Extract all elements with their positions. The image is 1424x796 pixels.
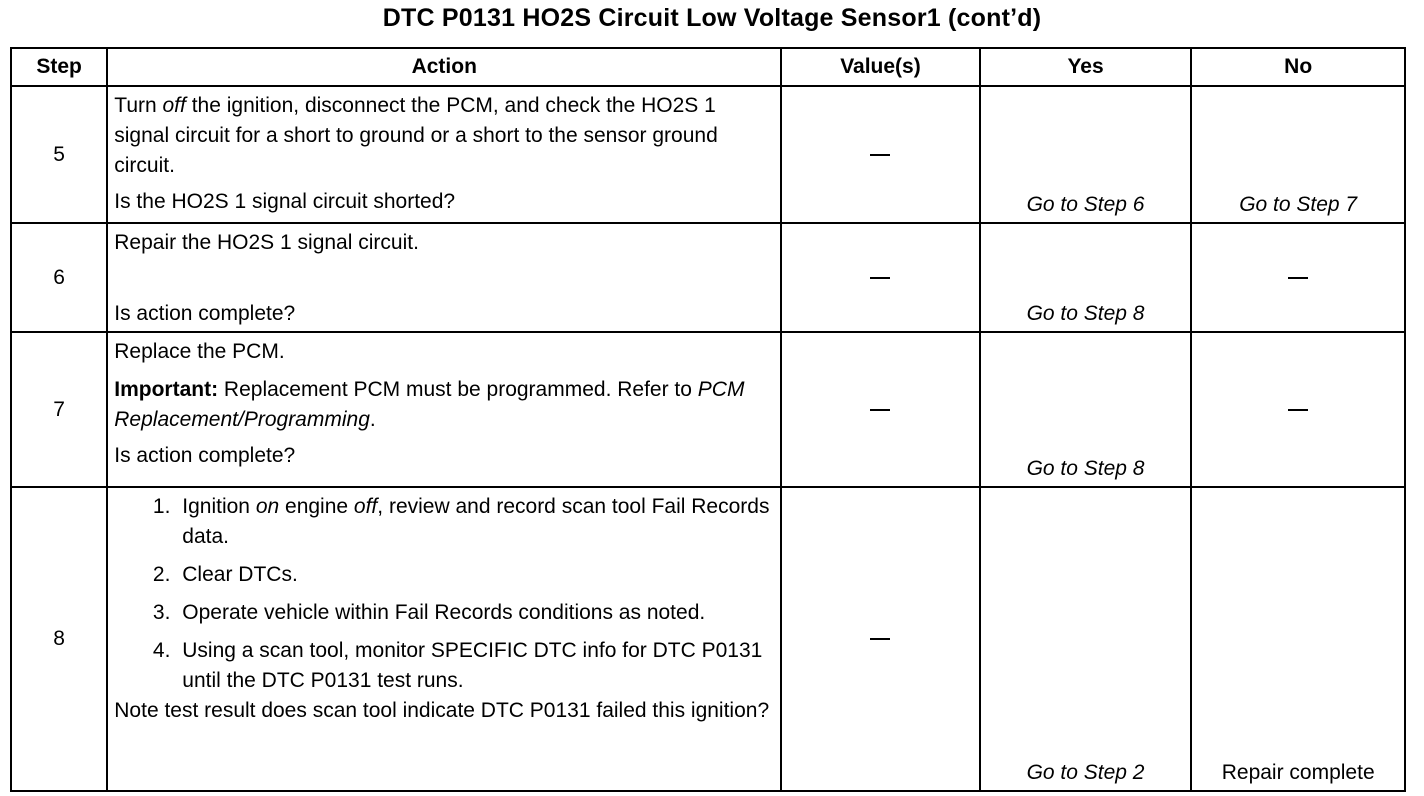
list-item-text: engine	[279, 495, 354, 518]
important-end: .	[369, 408, 376, 431]
action-text-part: the ignition, disconnect the PCM, and check the HO2S 1 signal circuit for a short to ground or a short to the sensor ground circuit.	[114, 94, 718, 177]
value-cell	[781, 223, 980, 332]
value-dash	[870, 638, 890, 640]
table-row	[11, 223, 1405, 332]
yes-cell: Go to Step 8	[980, 332, 1192, 487]
table-row	[11, 487, 1405, 791]
list-item-emphasis: on	[255, 495, 280, 518]
action-cell	[107, 332, 781, 487]
header-values: Value(s)	[781, 48, 980, 86]
header-step: Step	[11, 48, 107, 86]
list-item: 2. Clear DTCs.	[176, 560, 774, 590]
list-item: 3. Operate vehicle within Fail Records conditions as noted.	[176, 598, 774, 628]
step-number: 8	[11, 487, 107, 791]
table-row	[11, 332, 1405, 487]
header-yes: Yes	[980, 48, 1192, 86]
action-question: Is action complete?	[114, 444, 296, 467]
action-text: Replace the PCM.	[114, 340, 285, 363]
table-row	[11, 86, 1405, 223]
no-cell	[1191, 223, 1405, 332]
step-number: 5	[11, 86, 107, 223]
value-dash	[870, 409, 890, 411]
list-item-text: Ignition	[182, 495, 256, 518]
header-no: No	[1191, 48, 1405, 86]
header-row	[11, 48, 1405, 86]
diagnostic-table	[10, 47, 1406, 792]
important-note	[114, 375, 774, 435]
value-dash	[1288, 277, 1308, 279]
value-cell	[781, 86, 980, 223]
action-question: Is action complete?	[114, 302, 296, 325]
value-cell	[781, 332, 980, 487]
list-item-emphasis: off	[353, 495, 378, 518]
action-cell	[107, 487, 781, 791]
yes-cell: Go to Step 6	[980, 86, 1192, 223]
no-cell: Repair complete	[1191, 487, 1405, 791]
action-text-emphasis: off	[162, 94, 186, 117]
step-number: 6	[11, 223, 107, 332]
yes-cell: Go to Step 2	[980, 487, 1192, 791]
header-action: Action	[107, 48, 781, 86]
list-item	[176, 492, 774, 552]
action-question: Note test result does scan tool indicate DTC P0131 failed this ignition?	[114, 699, 770, 722]
list-item: 4. Using a scan tool, monitor SPECIFIC DTC info for DTC P0131 until the DTC P0131 test runs.	[176, 636, 774, 696]
important-label: Important:	[114, 378, 219, 401]
important-text: Replacement PCM must be programmed. Refer to	[218, 378, 698, 401]
action-cell	[107, 223, 781, 332]
value-dash	[870, 277, 890, 279]
step-number: 7	[11, 332, 107, 487]
value-dash	[1288, 409, 1308, 411]
value-dash	[870, 154, 890, 156]
value-cell	[781, 487, 980, 791]
action-text: Repair the HO2S 1 signal circuit.	[114, 231, 419, 254]
action-text-part: Turn	[114, 94, 163, 117]
important-reference: PCM Replacement/Programming	[114, 378, 745, 431]
no-cell: Go to Step 7	[1191, 86, 1405, 223]
procedure-list	[114, 492, 774, 696]
no-cell	[1191, 332, 1405, 487]
list-item-text: , review and record scan tool Fail Records data.	[182, 495, 770, 548]
yes-cell: Go to Step 8	[980, 223, 1192, 332]
page-title: DTC P0131 HO2S Circuit Low Voltage Sensor1 (cont’d)	[382, 4, 1042, 32]
action-cell	[107, 86, 781, 223]
action-text	[114, 91, 774, 181]
action-question: Is the HO2S 1 signal circuit shorted?	[114, 190, 456, 213]
